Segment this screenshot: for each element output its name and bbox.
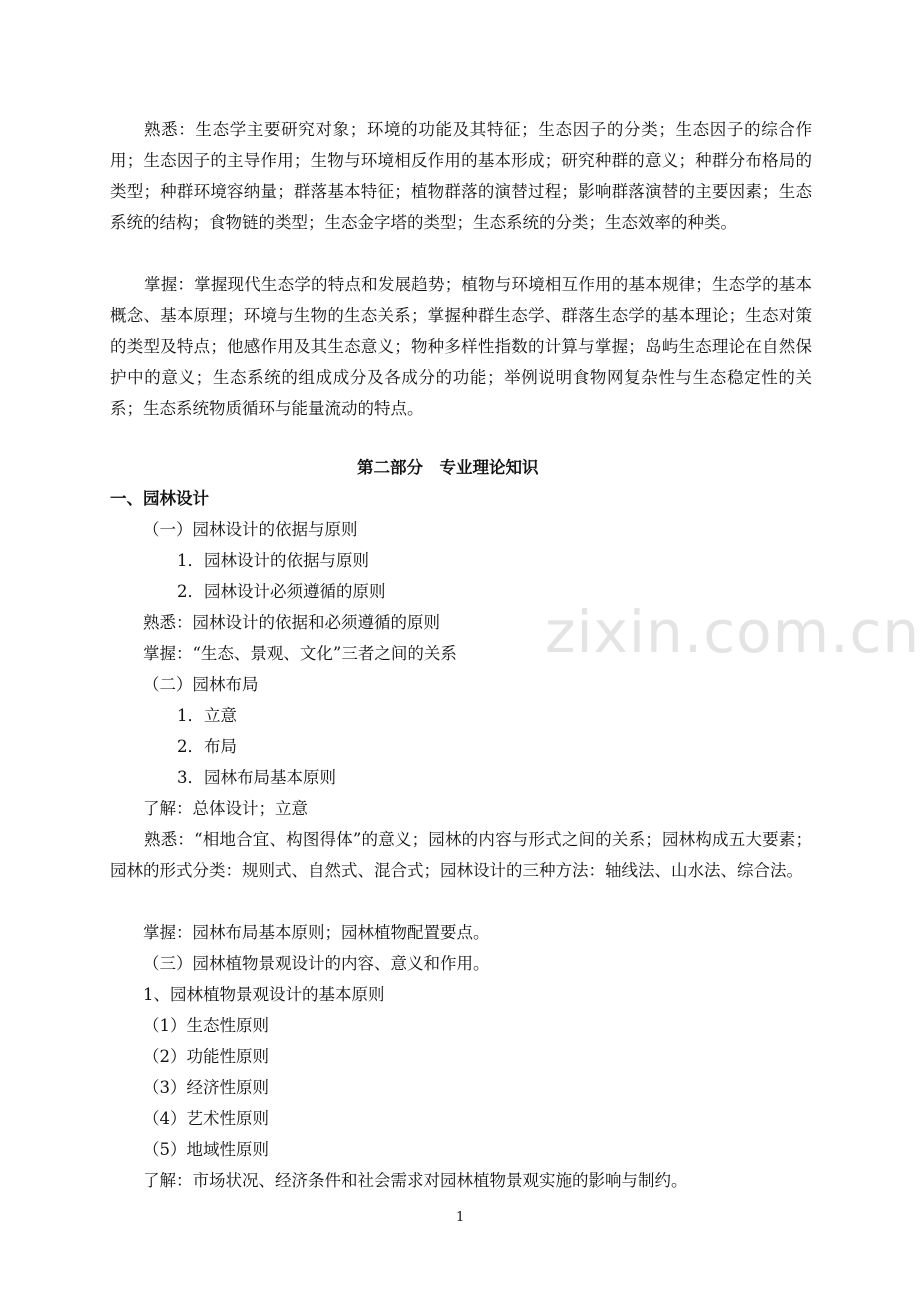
principle-item: （5）地域性原则 — [143, 1140, 269, 1159]
part-title: 第二部分 专业理论知识 — [357, 458, 539, 477]
paragraph-familiar-layout: 熟悉：“相地合宜、构图得体”的意义；园林的内容与形式之间的关系；园林构成五大要素；园林的形式分类：规则式、自然式、混合式；园林设计的三种方法：轴线法、山水法、综合法。 — [110, 830, 812, 880]
watermark: zixin.com.cn — [545, 598, 920, 666]
master-line: 掌握：“生态、景观、文化”三者之间的关系 — [143, 644, 457, 663]
subsection-layout: （二）园林布局 — [143, 675, 259, 694]
paragraph-familiar-ecology: 熟悉：生态学主要研究对象；环境的功能及其特征；生态因子的分类；生态因子的综合作用；生态因子的主导作用；生物与环境相反作用的基本形成；研究种群的意义；种群分布格局的类型；种群环境容纳量；群落基本特征；植物群落的演替过程；影响群落演替的主要因素；生态系统的结构；食物链的类型；生态金字塔的类型；生态系统的分类；生态效率的种类。 — [110, 120, 812, 232]
understand-line: 了解：总体设计；立意 — [143, 799, 308, 818]
principle-item: （1）生态性原则 — [143, 1016, 269, 1035]
familiar-line: 熟悉：园林设计的依据和必须遵循的原则 — [143, 613, 440, 632]
principle-item: （4）艺术性原则 — [143, 1109, 269, 1128]
subsection-plant-landscape: （三）园林植物景观设计的内容、意义和作用。 — [143, 954, 490, 973]
list-item: 1．立意 — [177, 706, 237, 725]
principle-item: （2）功能性原则 — [143, 1047, 269, 1066]
page-number: 1 — [456, 1210, 465, 1225]
subsection-basis-principles: （一）园林设计的依据与原则 — [143, 520, 358, 539]
list-item: 2．园林设计必须遵循的原则 — [177, 582, 386, 601]
list-item: 1．园林设计的依据与原则 — [177, 551, 369, 570]
list-item: 1、园林植物景观设计的基本原则 — [143, 985, 385, 1004]
list-item: 3．园林布局基本原则 — [177, 768, 336, 787]
paragraph-master-ecology: 掌握：掌握现代生态学的特点和发展趋势；植物与环境相互作用的基本规律；生态学的基本概念、基本原理；环境与生物的生态关系；掌握种群生态学、群落生态学的基本理论；生态对策的类型及特点；他感作用及其生态意义；物种多样性指数的计算与掌握；岛屿生态理论在自然保护中的意义；生态系统的组成成分及各成分的功能；举例说明食物网复杂性与生态稳定性的关系；生态系统物质循环与能量流动的特点。 — [110, 275, 812, 418]
principle-item: （3）经济性原则 — [143, 1078, 269, 1097]
master-line: 掌握：园林布局基本原则；园林植物配置要点。 — [143, 923, 490, 942]
understand-line: 了解：市场状况、经济条件和社会需求对园林植物景观实施的影响与制约。 — [143, 1171, 688, 1190]
section-title-garden-design: 一、园林设计 — [110, 489, 209, 508]
list-item: 2．布局 — [177, 737, 237, 756]
